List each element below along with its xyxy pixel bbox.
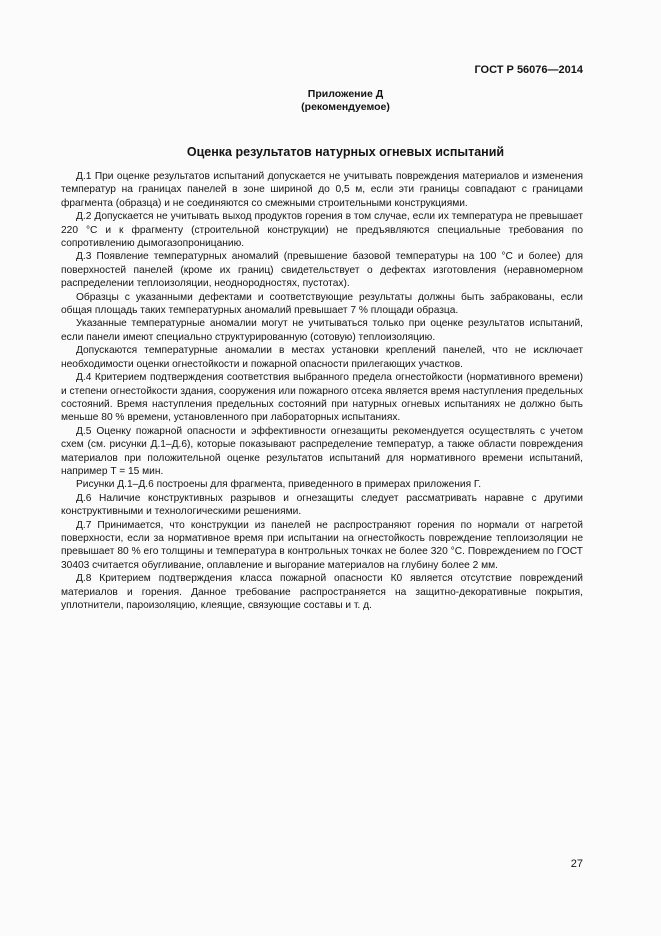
paragraph-d4: Д.4 Критерием подтверждения соответствия выбранного предела огнестойкости (нормативного времени) и степени огнестойкости здания, сооружения или пожарного отсека является время наступления предельных состояний. Время наступления предельных состояний при натурных огневых испытаниях не должно быть меньше 80 % времени, установленного при лабораторных испытаниях. bbox=[61, 372, 583, 424]
paragraph-d8: Д.8 Критерием подтверждения класса пожарной опасности К0 является отсутствие повреждений материалов и горения. Данное требование распространяется на защитно-декоративные покрытия, уплотнители, пароизоляцию, клеящие, связующие составы и т. д. bbox=[61, 573, 583, 611]
paragraph-d1: Д.1 При оценке результатов испытаний допускается не учитывать повреждения материалов и изменения температур на границах панелей в зоне шириной до 0,5 м, если эти границы совпадают с границами фрагмента (образца) и не соединяются со смежными строительными конструкциями. bbox=[61, 171, 583, 209]
paragraph-d5-figures: Рисунки Д.1–Д.6 построены для фрагмента, приведенного в примерах приложения Г. bbox=[76, 479, 482, 491]
appendix-subtitle: (рекомендуемое) bbox=[301, 101, 390, 113]
paragraph-d5: Д.5 Оценку пожарной опасности и эффективности огнезащиты рекомендуется осуществлять с учетом схем (см. рисунки Д.1–Д.6), которые показывают распределение температур, а также области повреждения материалов при положительной оценке результатов испытаний для нормативного времени испытаний, например T = 15 мин. bbox=[61, 425, 583, 477]
paragraph-d3: Д.3 Появление температурных аномалий (превышение базовой температуры на 100 °С и более) для поверхностей панелей (кроме их границ) свидетельствует о дефектах изготовления (неравномерном распределении теплоизоляции, неоднородностях, пустотах). bbox=[61, 251, 583, 290]
page-number: 27 bbox=[570, 858, 583, 870]
paragraph-d2: Д.2 Допускается не учитывать выход продуктов горения в том случае, если их температура не превышает 220 °С и к фрагменту (строительной конструкции) не предъявляются специальные требования по сопротивлению дымогазопроницанию. bbox=[61, 211, 583, 250]
paragraph-d6: Д.6 Наличие конструктивных разрывов и огнезащиты следует рассматривать наравне с другими конструктивными и технологическими решениями. bbox=[61, 492, 583, 518]
appendix-heading bbox=[0, 88, 661, 114]
paragraph-d3-defects: Образцы с указанными дефектами и соответствующие результаты должны быть забракованы, если общая площадь таких температурных аномалий превышает 7 % площади образца. bbox=[61, 291, 583, 317]
paragraph-d3-fasteners: Допускаются температурные аномалии в местах установки креплений панелей, что не исключает необходимости оценки огнестойкости и пожарной опасности прилегающих участков. bbox=[61, 345, 583, 370]
appendix-title: Приложение Д bbox=[307, 88, 384, 100]
section-title: Оценка результатов натурных огневых испытаний bbox=[186, 145, 505, 159]
document-code: ГОСТ Р 56076—2014 bbox=[474, 64, 583, 76]
body-text bbox=[61, 170, 583, 612]
paragraph-d3-cellular: Указанные температурные аномалии могут не учитываться только при оценке результатов испытаний, если панели имеют специально структурированную (сотовую) теплоизоляцию. bbox=[61, 318, 583, 343]
paragraph-d7: Д.7 Принимается, что конструкции из панелей не распространяют горения по нормали от нагретой поверхности, если за нормативное время при испытании на огнестойкость повреждение теплоизоляции не превышает 80 % его толщины и температура в контрольных точках не более 320 °С. Повреждением по ГОСТ 30403 считается обугливание, оплавление и выгорание материалов на глубину более 2 мм. bbox=[61, 519, 583, 571]
